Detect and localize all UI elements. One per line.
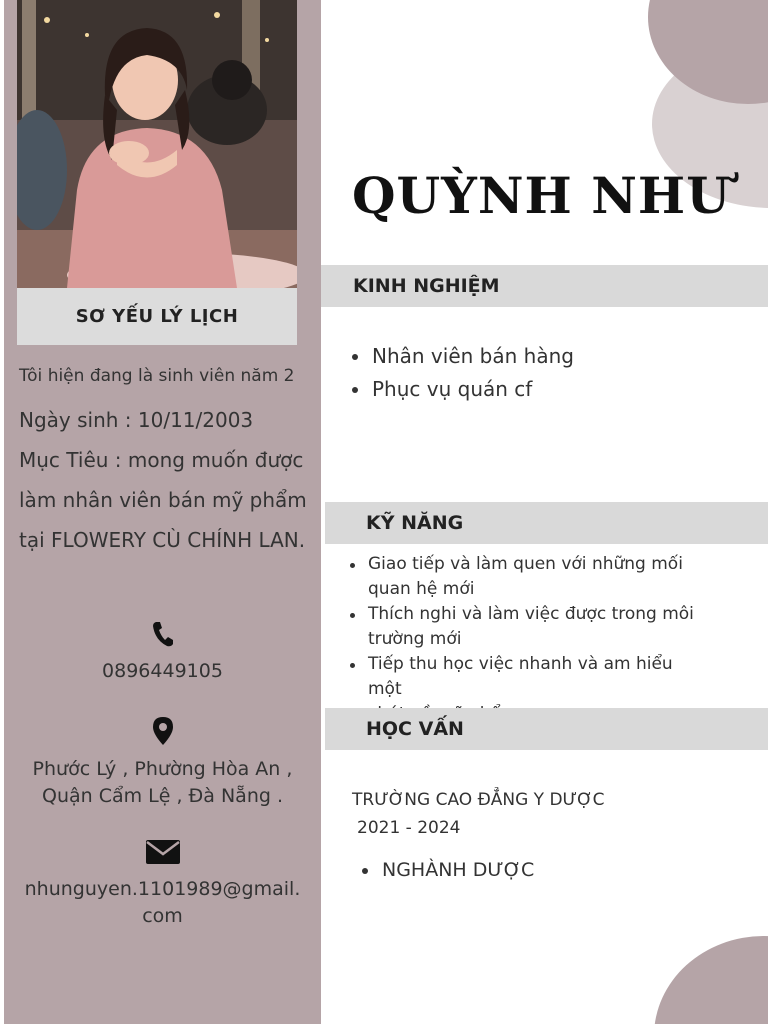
skill-line: trường mới <box>368 629 462 649</box>
mail-icon <box>145 838 181 866</box>
phone-number[interactable]: 0896449105 <box>102 660 223 682</box>
list-item: Nhân viên bán hàng <box>352 340 574 373</box>
contact-phone <box>4 620 321 685</box>
email-line[interactable]: com <box>142 905 183 927</box>
experience-heading: KINH NGHIỆM <box>353 275 500 297</box>
list-item <box>348 552 708 602</box>
experience-list <box>352 340 574 406</box>
objective-line: làm nhân viên bán mỹ phẩm <box>19 488 307 512</box>
education-school: TRƯỜNG CAO ĐẲNG Y DƯỢC <box>352 790 605 810</box>
education-heading-bar <box>325 708 768 750</box>
cv-section-label-box <box>17 288 297 345</box>
skill-line: Thích nghi và làm việc được trong môi <box>368 604 694 624</box>
student-status: Tôi hiện đang là sinh viên năm 2 <box>19 366 295 386</box>
intro-block <box>19 364 314 560</box>
skills-list <box>348 552 708 727</box>
address-line: Quận Cẩm Lệ , Đà Nẵng . <box>41 785 284 807</box>
birth-date: Ngày sinh : 10/11/2003 <box>19 408 254 432</box>
cv-section-label: SƠ YẾU LÝ LỊCH <box>75 306 239 327</box>
list-item: NGHÀNH DƯỢC <box>362 856 534 884</box>
education-years: 2021 - 2024 <box>357 818 461 838</box>
profile-photo <box>17 0 297 288</box>
skill-line: Tiếp thu học việc nhanh và am hiểu một <box>368 654 673 699</box>
full-name: QUỲNH NHƯ <box>352 166 731 225</box>
objective-line: Mục Tiêu : mong muốn được <box>19 448 304 472</box>
objective-line: tại FLOWERY CÙ CHÍNH LAN. <box>19 528 306 552</box>
phone-icon <box>151 620 175 648</box>
contact-address <box>4 716 321 810</box>
list-item: Phục vụ quán cf <box>352 373 574 406</box>
skill-line: quan hệ mới <box>368 579 475 599</box>
address-line: Phước Lý , Phường Hòa An , <box>32 758 293 780</box>
education-heading: HỌC VẤN <box>366 718 464 740</box>
decorative-circle-bottom <box>654 936 768 1024</box>
list-item <box>348 602 708 652</box>
skills-heading-bar <box>325 502 768 544</box>
skill-line: Giao tiếp và làm quen với những mối <box>368 554 683 574</box>
education-list <box>362 856 534 884</box>
location-pin-icon <box>151 716 175 746</box>
contact-email <box>4 838 321 930</box>
skills-heading: KỸ NĂNG <box>366 512 464 534</box>
experience-heading-bar <box>321 265 768 307</box>
email-line[interactable]: nhunguyen.1101989@gmail. <box>24 878 301 900</box>
